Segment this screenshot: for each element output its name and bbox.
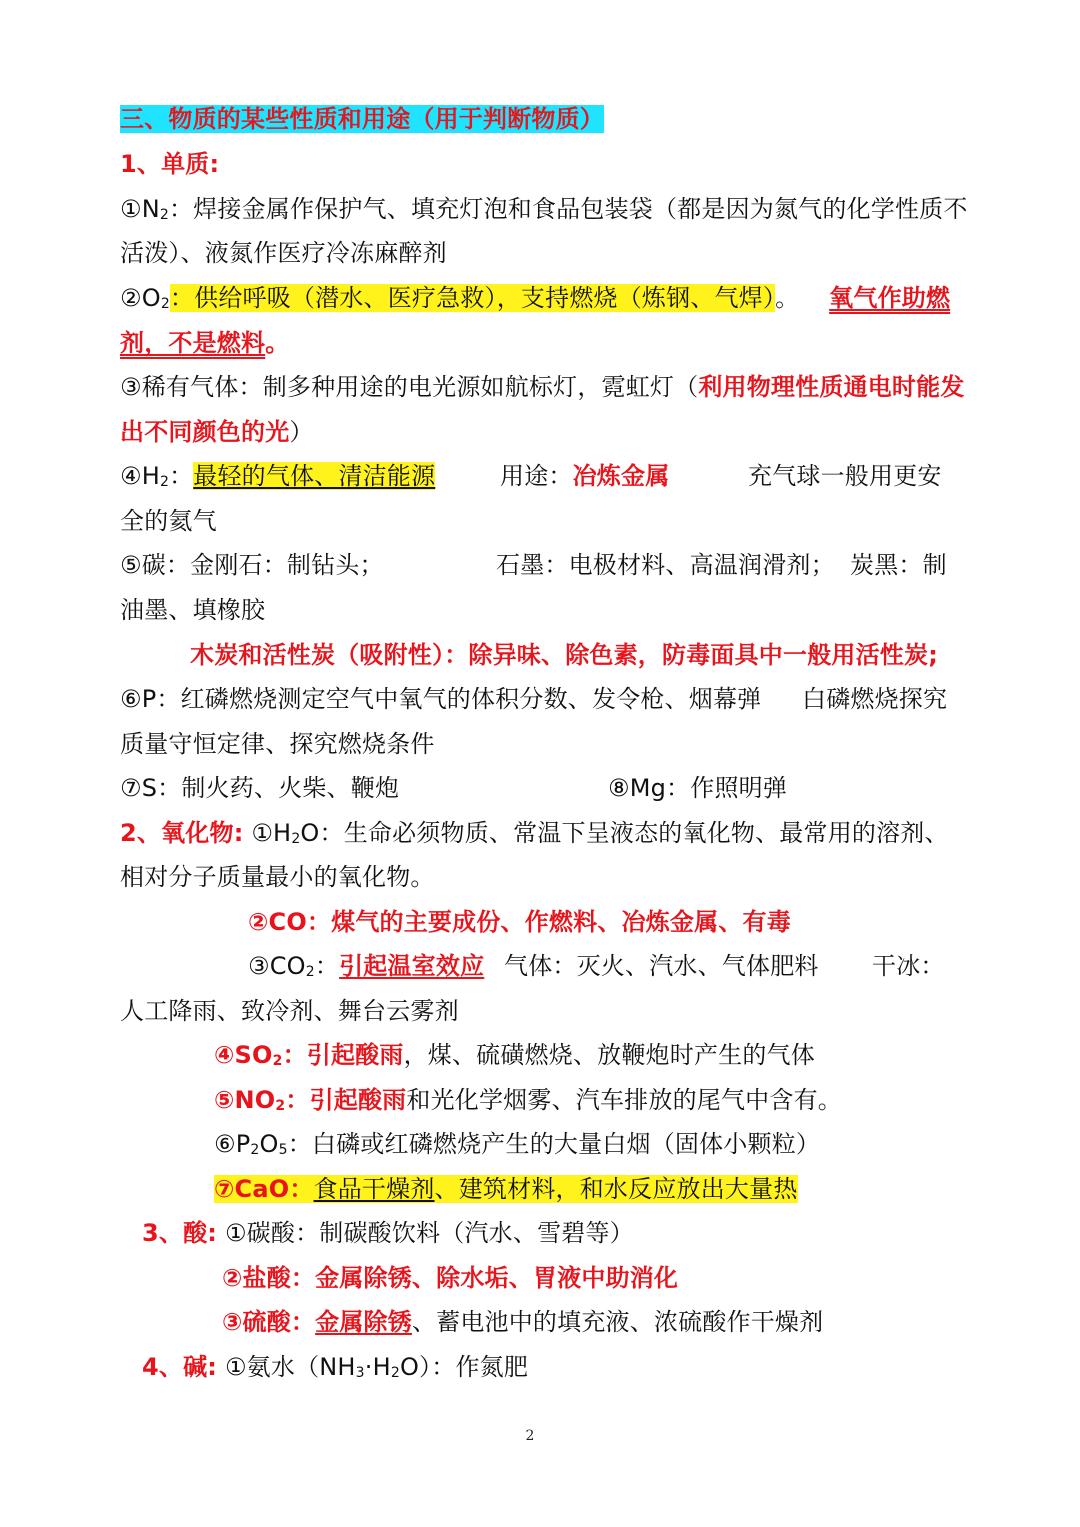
p-line-1: ⑥P：红磷燃烧测定空气中氧气的体积分数、发令枪、烟幕弹 bbox=[120, 685, 762, 713]
no2-red: ：引起酸雨 bbox=[285, 1086, 407, 1114]
o2-red-1: 氧气作助燃 bbox=[829, 284, 951, 312]
h2so4-label: ③硫酸： bbox=[222, 1308, 316, 1336]
ammonia-sub-1: 3 bbox=[355, 1365, 365, 1381]
page-number: 2 bbox=[525, 1428, 535, 1444]
o2-red-2: 剂，不是燃料 bbox=[120, 329, 266, 357]
carbonic-acid: ①碳酸：制碳酸饮料（汽水、雪碧等） bbox=[224, 1219, 634, 1247]
h2so4-red-underlined: 金属除锈 bbox=[315, 1308, 412, 1336]
rare-red-2: 出不同颜色的光 bbox=[120, 418, 290, 446]
p-line-2: 质量守恒定律、探究燃烧条件 bbox=[120, 730, 435, 758]
co2-gas: 气体：灭火、汽水、气体肥料 bbox=[504, 952, 819, 980]
heading-oxides: 2、氧化物: bbox=[120, 819, 244, 847]
section-title-text: 三、物质的某些性质和用途（用于判断物质） bbox=[120, 105, 604, 133]
rare-line-1 bbox=[120, 372, 965, 402]
p2o5-text: ：白磷或红磷燃烧产生的大量白烟（固体小颗粒） bbox=[287, 1130, 821, 1158]
so2-red: ：引起酸雨 bbox=[282, 1041, 404, 1069]
h2-use bbox=[500, 461, 669, 491]
heading-acids: 3、酸: bbox=[142, 1219, 218, 1247]
mg-line: ⑧Mg：作照明弹 bbox=[608, 774, 788, 802]
section-title bbox=[120, 104, 604, 134]
h2so4-text: 、蓄电池中的填充液、浓硫酸作干燥剂 bbox=[411, 1308, 824, 1336]
carbon-diamond: ⑤碳：金刚石：制钻头； bbox=[120, 551, 384, 579]
h2-balloon-1: 充气球一般用更安 bbox=[748, 462, 942, 490]
h2-use-label: 用途： bbox=[500, 462, 573, 490]
o2-line-2 bbox=[120, 328, 289, 358]
h2-colon: ： bbox=[169, 462, 194, 490]
n2-label: ①N bbox=[120, 195, 160, 223]
rare-end: ） bbox=[289, 418, 314, 446]
so2-sub: 2 bbox=[272, 1053, 283, 1069]
p2o5-mid: O bbox=[259, 1130, 279, 1158]
p-white: 白磷燃烧探究 bbox=[802, 685, 948, 713]
p2o5-sub-1: 2 bbox=[250, 1142, 260, 1158]
n2-line-1 bbox=[120, 194, 968, 230]
co2-line-2: 人工降雨、致冷剂、舞台云雾剂 bbox=[120, 997, 459, 1025]
rare-red-1: 利用物理性质通电时能发 bbox=[698, 373, 965, 401]
co2-colon: ： bbox=[314, 952, 340, 980]
carbon-line-2: 油墨、填橡胶 bbox=[120, 596, 266, 624]
so2-label: ④SO bbox=[214, 1041, 273, 1069]
ammonia-1: ①氨水（NH bbox=[224, 1353, 356, 1381]
o2-colon: ： bbox=[169, 284, 195, 312]
p2o5-label: ⑥P bbox=[214, 1130, 251, 1158]
carbon-black: 炭黑：制 bbox=[850, 551, 947, 579]
n2-line-2: 活泼）、液氮作医疗冷冻麻醉剂 bbox=[120, 239, 447, 267]
h2o-label: ①H bbox=[251, 819, 292, 847]
no2-sub: 2 bbox=[275, 1098, 286, 1114]
heading-elements: 1、单质: bbox=[120, 150, 220, 178]
no2-text: 和光化学烟雾、汽车排放的尾气中含有。 bbox=[406, 1086, 842, 1114]
charcoal-red: 木炭和活性炭（吸附性）：除异味、除色素，防毒面具中一般用活性炭; bbox=[190, 641, 938, 669]
cao-underlined: 食品干燥剂 bbox=[313, 1175, 435, 1203]
cao-label: ⑦CaO： bbox=[214, 1175, 314, 1203]
co-line: ②CO：煤气的主要成份、作燃料、冶炼金属、有毒 bbox=[248, 908, 791, 936]
h2-label: ④H bbox=[120, 462, 160, 490]
cao-highlight bbox=[214, 1175, 798, 1203]
o2-end: 。 bbox=[265, 329, 290, 357]
o2-line-1 bbox=[120, 283, 950, 319]
rare-line-2 bbox=[120, 417, 314, 447]
h2o-text-1: O：生命必须物质、常温下呈液态的氧化物、最常用的溶剂、 bbox=[300, 819, 949, 847]
p2o5-line bbox=[214, 1129, 820, 1165]
o2-highlight bbox=[170, 284, 775, 312]
co2-label: ③CO bbox=[248, 952, 306, 980]
carbon-graphite: 石墨：电极材料、高温润滑剂； bbox=[496, 551, 835, 579]
acid-line-1 bbox=[142, 1218, 634, 1248]
h2-balloon-2: 全的氦气 bbox=[120, 507, 217, 535]
o2-sub: 2 bbox=[160, 296, 170, 312]
so2-text: ，煤、硫磺燃烧、放鞭炮时产生的气体 bbox=[403, 1041, 815, 1069]
h2-highlight: 最轻的气体、清洁能源 bbox=[193, 462, 436, 490]
p2o5-sub-2: 5 bbox=[278, 1142, 288, 1158]
co2-red: 引起温室效应 bbox=[339, 952, 485, 980]
h2-use-red: 冶炼金属 bbox=[572, 462, 670, 490]
ammonia-sub-2: 2 bbox=[390, 1365, 400, 1381]
base-line bbox=[142, 1352, 528, 1388]
heading-bases: 4、碱: bbox=[142, 1353, 218, 1381]
ammonia-2: ·H bbox=[364, 1353, 391, 1381]
h2so4-line bbox=[222, 1307, 823, 1337]
n2-text-1: ：焊接金属作保护气、填充灯泡和食品包装袋（都是因为氮气的化学性质不 bbox=[168, 195, 968, 223]
no2-line bbox=[214, 1085, 842, 1121]
o2-label: ②O bbox=[120, 284, 161, 312]
h2-sub: 2 bbox=[159, 474, 170, 490]
co2-sub: 2 bbox=[305, 964, 315, 980]
s-line: ⑦S：制火药、火柴、鞭炮 bbox=[120, 774, 400, 802]
ammonia-3: O）：作氮肥 bbox=[399, 1353, 529, 1381]
h2-line-1 bbox=[120, 461, 435, 497]
n2-sub: 2 bbox=[159, 207, 169, 223]
o2-period: 。 bbox=[775, 284, 800, 312]
co2-line-1 bbox=[248, 951, 484, 987]
no2-label: ⑤NO bbox=[214, 1086, 276, 1114]
o2-highlight-text: 供给呼吸（潜水、医疗急救），支持燃烧（炼钢、气焊） bbox=[194, 284, 776, 312]
so2-line bbox=[214, 1040, 815, 1076]
cao-text: 、建筑材料，和水反应放出大量热 bbox=[434, 1175, 798, 1203]
h2o-sub: 2 bbox=[291, 831, 301, 847]
oxide-line-1 bbox=[120, 818, 949, 854]
h2o-line-2: 相对分子质量最小的氧化物。 bbox=[120, 863, 435, 891]
hcl-line: ②盐酸：金属除锈、除水垢、胃液中助消化 bbox=[222, 1264, 679, 1292]
rare-text: ③稀有气体：制多种用途的电光源如航标灯，霓虹灯（ bbox=[120, 373, 699, 401]
cao-line bbox=[214, 1174, 798, 1204]
co2-ice: 干冰： bbox=[872, 952, 945, 980]
